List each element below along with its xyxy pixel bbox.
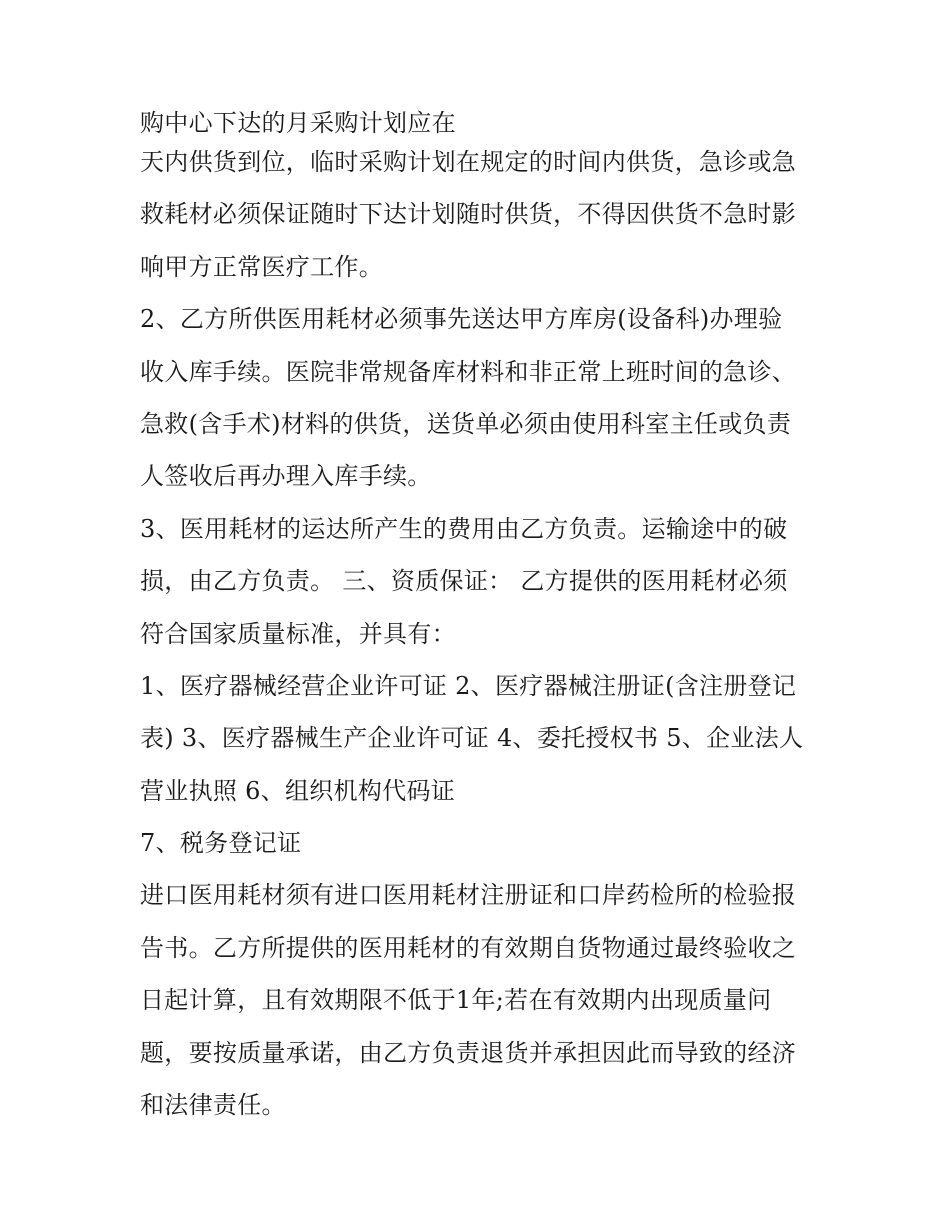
text-line: 进口医用耗材须有进口医用耗材注册证和口岸药检所的检验报 [140, 881, 797, 910]
document-body [140, 108, 820, 1142]
text-line: 日起计算，且有效期限不低于1年;若在有效期内出现质量问 [140, 986, 772, 1015]
text-line: 人签收后再办理入库手续。 [140, 462, 432, 491]
text-line: 告书。乙方所提供的医用耗材的有效期自货物通过最终验收之 [140, 933, 797, 962]
text-line: 2、乙方所供医用耗材必须事先送达甲方库房(设备科)办理验 [140, 305, 783, 334]
text-line: 和法律责任。 [140, 1091, 286, 1120]
text-line: 7、税务登记证 [140, 829, 302, 858]
text-line: 救耗材必须保证随时下达计划随时供货，不得因供货不急时影 [140, 200, 797, 229]
text-line: 符合国家质量标准，并具有： [140, 619, 456, 648]
text-line: 天内供货到位，临时采购计划在规定的时间内供货，急诊或急 [140, 148, 797, 176]
text-line: 1、医疗器械经营企业许可证 2、医疗器械注册证(含注册登记 [140, 671, 797, 700]
text-line: 3、医用耗材的运达所产生的费用由乙方负责。运输途中的破 [140, 514, 788, 543]
text-line: 题，要按质量承诺，由乙方负责退货并承担因此而导致的经济 [140, 1038, 797, 1067]
text-line: 购中心下达的月采购计划应在 [140, 109, 456, 137]
text-line: 收入库手续。医院非常规备库材料和非正常上班时间的急诊、 [140, 357, 797, 386]
text-line: 表) 3、医疗器械生产企业许可证 4、委托授权书 5、企业法人 [140, 724, 804, 753]
text-line: 营业执照 6、组织机构代码证 [140, 776, 456, 805]
text-line: 急救(含手术)材料的供货，送货单必须由使用科室主任或负责 [140, 409, 792, 438]
text-line: 损，由乙方负责。 三、资质保证： 乙方提供的医用耗材必须 [140, 567, 788, 596]
text-line: 响甲方正常医疗工作。 [140, 252, 383, 281]
